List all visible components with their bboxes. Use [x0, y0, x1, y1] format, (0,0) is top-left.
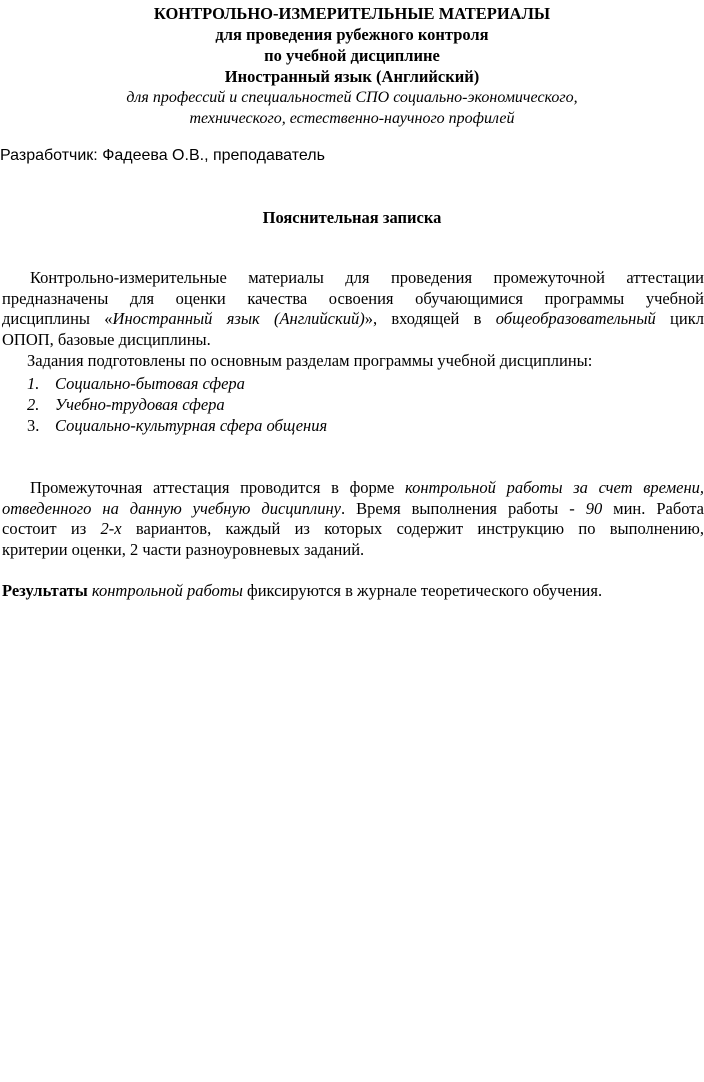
paragraph-purpose-line-2: предназначены для оценки качества освоения обучающимися программы учебной	[2, 288, 704, 308]
list-item	[27, 415, 327, 436]
paragraph-purpose	[2, 268, 704, 350]
paragraph-purpose-line-4: ОПОП, базовые дисциплины.	[2, 329, 211, 349]
text-fragment: дисциплины «	[2, 309, 113, 329]
control-work-inline: контрольной работы за счет времени,	[405, 478, 704, 497]
paragraph-purpose-line-3	[2, 309, 704, 330]
text-fragment: мин. Работа	[602, 498, 704, 518]
list-item-label: Социально-бытовая сфера	[55, 374, 245, 393]
discipline-prefix-line: по учебной дисциплине	[264, 46, 440, 65]
list-item	[27, 373, 327, 394]
results-label: Результаты	[2, 581, 88, 600]
list-item-label: Учебно-трудовая сфера	[55, 395, 225, 414]
paragraph-purpose-line-1: Контрольно-измерительные материалы для проведения промежуточной аттестации	[30, 268, 704, 287]
text-fragment: », входящей в	[364, 309, 496, 329]
scope-line-2: технического, естественно-научного профилей	[189, 110, 515, 127]
developer-line: Разработчик: Фадеева О.В., преподаватель	[0, 147, 325, 164]
text-fragment: вариантов, каждый из которых содержит инструкцию по выполнению,	[121, 519, 704, 539]
text-fragment: Промежуточная аттестация проводится в форме	[30, 478, 405, 497]
text-fragment: фиксируются в журнале теоретического обучения.	[242, 581, 603, 600]
list-item-number: 2.	[27, 395, 40, 414]
sections-list	[27, 373, 327, 436]
document-title: КОНТРОЛЬНО-ИЗМЕРИТЕЛЬНЫЕ МАТЕРИАЛЫ	[153, 4, 551, 23]
explanatory-note-title: Пояснительная записка	[262, 208, 442, 227]
text-fragment: . Время выполнения работы -	[340, 498, 586, 518]
variants-count: 2-х	[100, 519, 122, 539]
subject-name-inline: Иностранный язык (Английский)	[112, 309, 365, 329]
paragraph-results	[2, 581, 602, 601]
control-work-inline: контрольной работы	[87, 581, 243, 600]
scope-line-1: для профессий и специальностей СПО социально-экономического,	[126, 89, 578, 106]
duration-value: 90	[585, 498, 603, 518]
paragraph-format	[2, 478, 704, 560]
list-item-label: Социально-культурная сфера общения	[55, 416, 328, 435]
paragraph-format-line-4: критерии оценки, 2 части разноуровневых заданий.	[2, 539, 365, 559]
tasks-intro: Задания подготовлены по основным разделам программы учебной дисциплины:	[27, 351, 593, 370]
paragraph-format-line-1	[2, 478, 704, 499]
paragraph-format-line-3	[2, 519, 704, 540]
document-header	[0, 3, 704, 129]
control-purpose-line: для проведения рубежного контроля	[215, 25, 489, 44]
list-item	[27, 394, 327, 415]
list-item-number: 1.	[27, 374, 40, 393]
text-fragment: цикл	[655, 309, 704, 329]
subject-name: Иностранный язык (Английский)	[224, 67, 480, 86]
list-item-number: 3.	[27, 416, 40, 435]
paragraph-format-line-2	[2, 499, 704, 520]
allotted-time-inline: отведенного на данную учебную дисциплину	[2, 498, 341, 518]
text-fragment: состоит из	[2, 519, 101, 539]
cycle-type: общеобразовательный	[495, 309, 656, 329]
